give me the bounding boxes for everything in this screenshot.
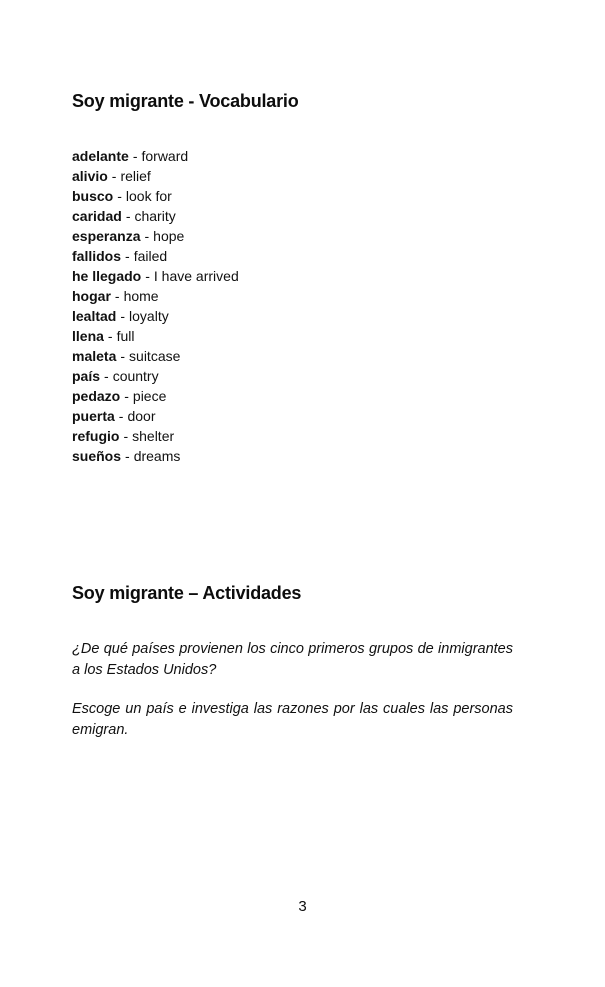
- vocab-term: he llegado: [72, 268, 142, 284]
- vocab-translation: loyalty: [129, 308, 169, 324]
- vocab-separator: -: [120, 308, 126, 324]
- vocab-translation: hope: [153, 228, 185, 244]
- vocab-translation: charity: [134, 208, 176, 224]
- actividades-section-title: Soy migrante – Actividades: [72, 583, 302, 603]
- vocab-entry: [72, 186, 239, 206]
- vocab-separator: -: [111, 168, 117, 184]
- vocab-translation: forward: [141, 148, 189, 164]
- vocab-entry: [72, 306, 239, 326]
- vocabulary-list: [72, 146, 239, 466]
- vocab-entry: [72, 446, 239, 466]
- vocab-term: caridad: [72, 208, 122, 224]
- vocab-separator: -: [125, 248, 130, 264]
- vocab-term: hogar: [72, 288, 111, 304]
- vocab-translation: failed: [133, 248, 168, 264]
- vocab-term: país: [72, 368, 101, 384]
- vocab-term: adelante: [72, 148, 129, 164]
- vocab-entry: [72, 406, 239, 426]
- vocab-separator: -: [125, 208, 131, 224]
- vocab-separator: -: [144, 228, 150, 244]
- vocab-term: sueños: [72, 448, 122, 464]
- vocab-entry: [72, 386, 239, 406]
- activity-task-paragraph: Escoge un país e investiga las razones por las cuales las personas emigran.: [72, 701, 513, 738]
- vocab-translation: suitcase: [129, 348, 181, 364]
- vocab-term: alivio: [72, 168, 108, 184]
- vocab-translation: full: [116, 328, 135, 344]
- vocab-entry: [72, 146, 239, 166]
- vocab-separator: -: [114, 288, 120, 304]
- vocab-entry: [72, 266, 239, 286]
- activity-question-paragraph: ¿De qué países provienen los cinco primeros grupos de inmigrantes a los Estados Unidos?: [72, 641, 513, 678]
- vocab-term: pedazo: [72, 388, 121, 404]
- vocab-entry: [72, 206, 239, 226]
- vocab-entry: [72, 346, 239, 366]
- vocab-translation: relief: [120, 168, 151, 184]
- vocab-translation: piece: [132, 388, 167, 404]
- vocab-separator: -: [118, 408, 124, 424]
- vocab-separator: -: [145, 268, 150, 284]
- vocab-separator: -: [125, 448, 130, 464]
- vocab-separator: -: [104, 368, 109, 384]
- vocab-term: busco: [72, 188, 114, 204]
- vocab-term: puerta: [72, 408, 115, 424]
- vocabulario-section-title: Soy migrante - Vocabulario: [72, 91, 299, 111]
- vocab-translation: door: [127, 408, 156, 424]
- vocab-translation: dreams: [133, 448, 181, 464]
- vocab-entry: [72, 246, 239, 266]
- vocab-separator: -: [117, 188, 122, 204]
- vocab-translation: look for: [125, 188, 172, 204]
- vocab-translation: shelter: [132, 428, 175, 444]
- vocab-entry: [72, 226, 239, 246]
- vocab-term: llena: [72, 328, 104, 344]
- vocab-entry: [72, 366, 239, 386]
- vocab-entry: [72, 326, 239, 346]
- vocab-entry: [72, 426, 239, 446]
- vocab-separator: -: [120, 348, 126, 364]
- vocab-term: refugio: [72, 428, 120, 444]
- vocab-translation: country: [112, 368, 159, 384]
- page-number: 3: [298, 898, 307, 915]
- vocab-separator: -: [107, 328, 113, 344]
- vocab-translation: home: [123, 288, 159, 304]
- vocab-term: esperanza: [72, 228, 141, 244]
- vocab-separator: -: [124, 388, 129, 404]
- vocab-entry: [72, 286, 239, 306]
- vocab-separator: -: [123, 428, 129, 444]
- vocab-term: maleta: [72, 348, 117, 364]
- vocab-separator: -: [132, 148, 138, 164]
- vocab-translation: I have arrived: [153, 268, 239, 284]
- vocab-term: fallidos: [72, 248, 122, 264]
- vocab-term: lealtad: [72, 308, 117, 324]
- vocab-entry: [72, 166, 239, 186]
